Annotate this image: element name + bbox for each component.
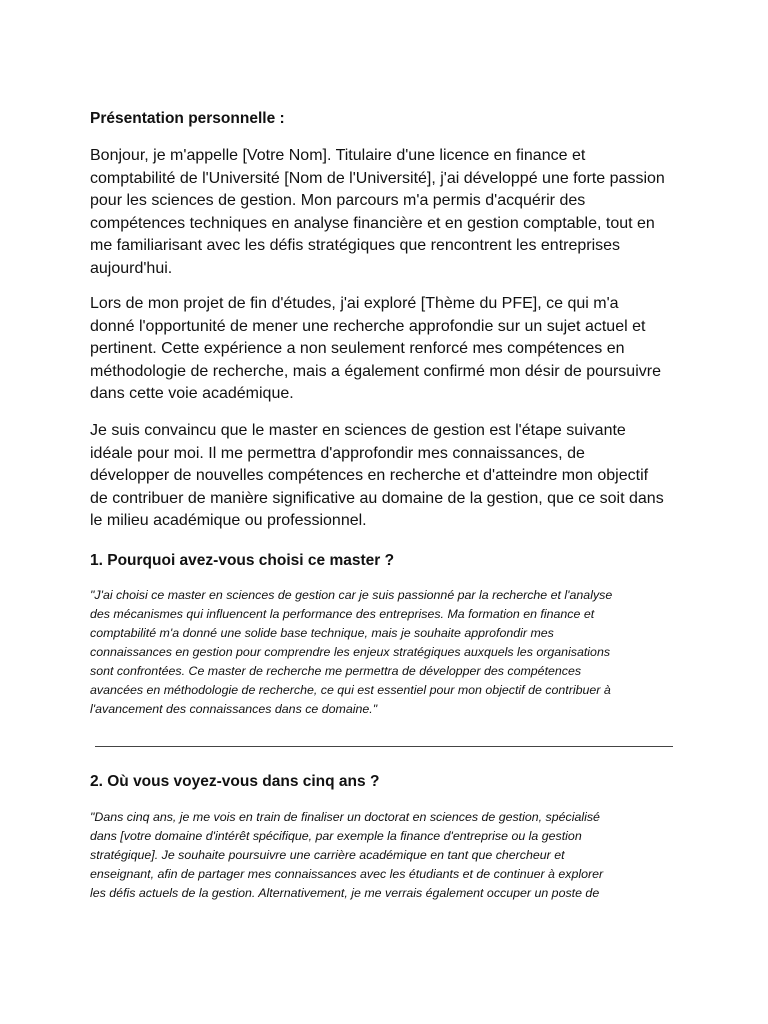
text-line: Je suis convaincu que le master en sciences de gestion est l'étape suivante xyxy=(90,422,626,439)
text-line: comptabilité m'a donné une solide base technique, mais je souhaite approfondir mes xyxy=(90,626,554,640)
text-line: dans [votre domaine d'intérêt spécifique, par exemple la finance d'entreprise ou la gestion xyxy=(90,829,582,843)
text-line: le milieu académique ou professionnel. xyxy=(90,512,367,529)
text-line: Lors de mon projet de fin d'études, j'ai exploré [Thème du PFE], ce qui m'a xyxy=(90,295,619,312)
section-heading-presentation: Présentation personnelle : xyxy=(90,110,285,127)
text-line: dans cette voie académique. xyxy=(90,385,294,402)
text-line: l'avancement des connaissances dans ce domaine." xyxy=(90,702,378,716)
question-2-answer xyxy=(90,808,680,903)
question-1-answer xyxy=(90,586,680,719)
text-line: de contribuer de manière significative au domaine de la gestion, que ce soit dans xyxy=(90,489,664,507)
intro-paragraph-2 xyxy=(90,293,690,406)
text-line: stratégique]. Je souhaite poursuivre une carrière académique en tant que chercheur et xyxy=(90,848,565,862)
text-line: méthodologie de recherche, mais a également confirmé mon désir de poursuivre xyxy=(90,362,661,380)
horizontal-divider xyxy=(95,746,673,747)
text-line: Bonjour, je m'appelle [Votre Nom]. Titulaire d'une licence en finance et xyxy=(90,147,586,164)
text-line: donné l'opportunité de mener une recherche approfondie sur un sujet actuel et xyxy=(90,317,646,335)
text-line: sont confrontées. Ce master de recherche me permettra de développer des compétences xyxy=(90,664,582,678)
text-line: connaissances en gestion pour comprendre les enjeux stratégiques auxquels les organisations xyxy=(90,645,611,659)
text-line: pertinent. Cette expérience a non seulement renforcé mes compétences en xyxy=(90,340,625,357)
text-line: "J'ai choisi ce master en sciences de gestion car je suis passionné par la recherche et l'analyse xyxy=(90,588,613,602)
text-line: aujourd'hui. xyxy=(90,259,173,277)
intro-paragraph-3 xyxy=(90,420,690,533)
text-line: compétences techniques en analyse financière et en gestion comptable, tout en xyxy=(90,214,655,232)
text-line: "Dans cinq ans, je me vois en train de finaliser un doctorat en sciences de gestion, spécialisé xyxy=(90,810,600,824)
text-line: idéale pour moi. Il me permettra d'approfondir mes connaissances, de xyxy=(90,444,585,462)
intro-paragraph-1 xyxy=(90,145,690,280)
text-line: avancées en méthodologie de recherche, ce qui est essentiel pour mon objectif de contribuer à xyxy=(90,683,611,697)
text-line: les défis actuels de la gestion. Alternativement, je me verrais également occuper un poste de xyxy=(90,886,600,900)
text-line: comptabilité de l'Université [Nom de l'Université], j'ai développé une forte passion xyxy=(90,169,665,187)
question-1-title: 1. Pourquoi avez-vous choisi ce master ? xyxy=(90,552,395,569)
text-line: développer de nouvelles compétences en recherche et d'atteindre mon objectif xyxy=(90,467,649,484)
text-line: des mécanismes qui influencent la performance des entreprises. Ma formation en finance et xyxy=(90,607,595,621)
text-line: enseignant, afin de partager mes connaissances avec les étudiants et de continuer à explorer xyxy=(90,867,604,881)
text-line: me familiarisant avec les défis stratégiques que rencontrent les entreprises xyxy=(90,237,621,254)
question-2-title: 2. Où vous voyez-vous dans cinq ans ? xyxy=(90,773,380,790)
text-line: pour les sciences de gestion. Mon parcours m'a permis d'acquérir des xyxy=(90,192,586,209)
